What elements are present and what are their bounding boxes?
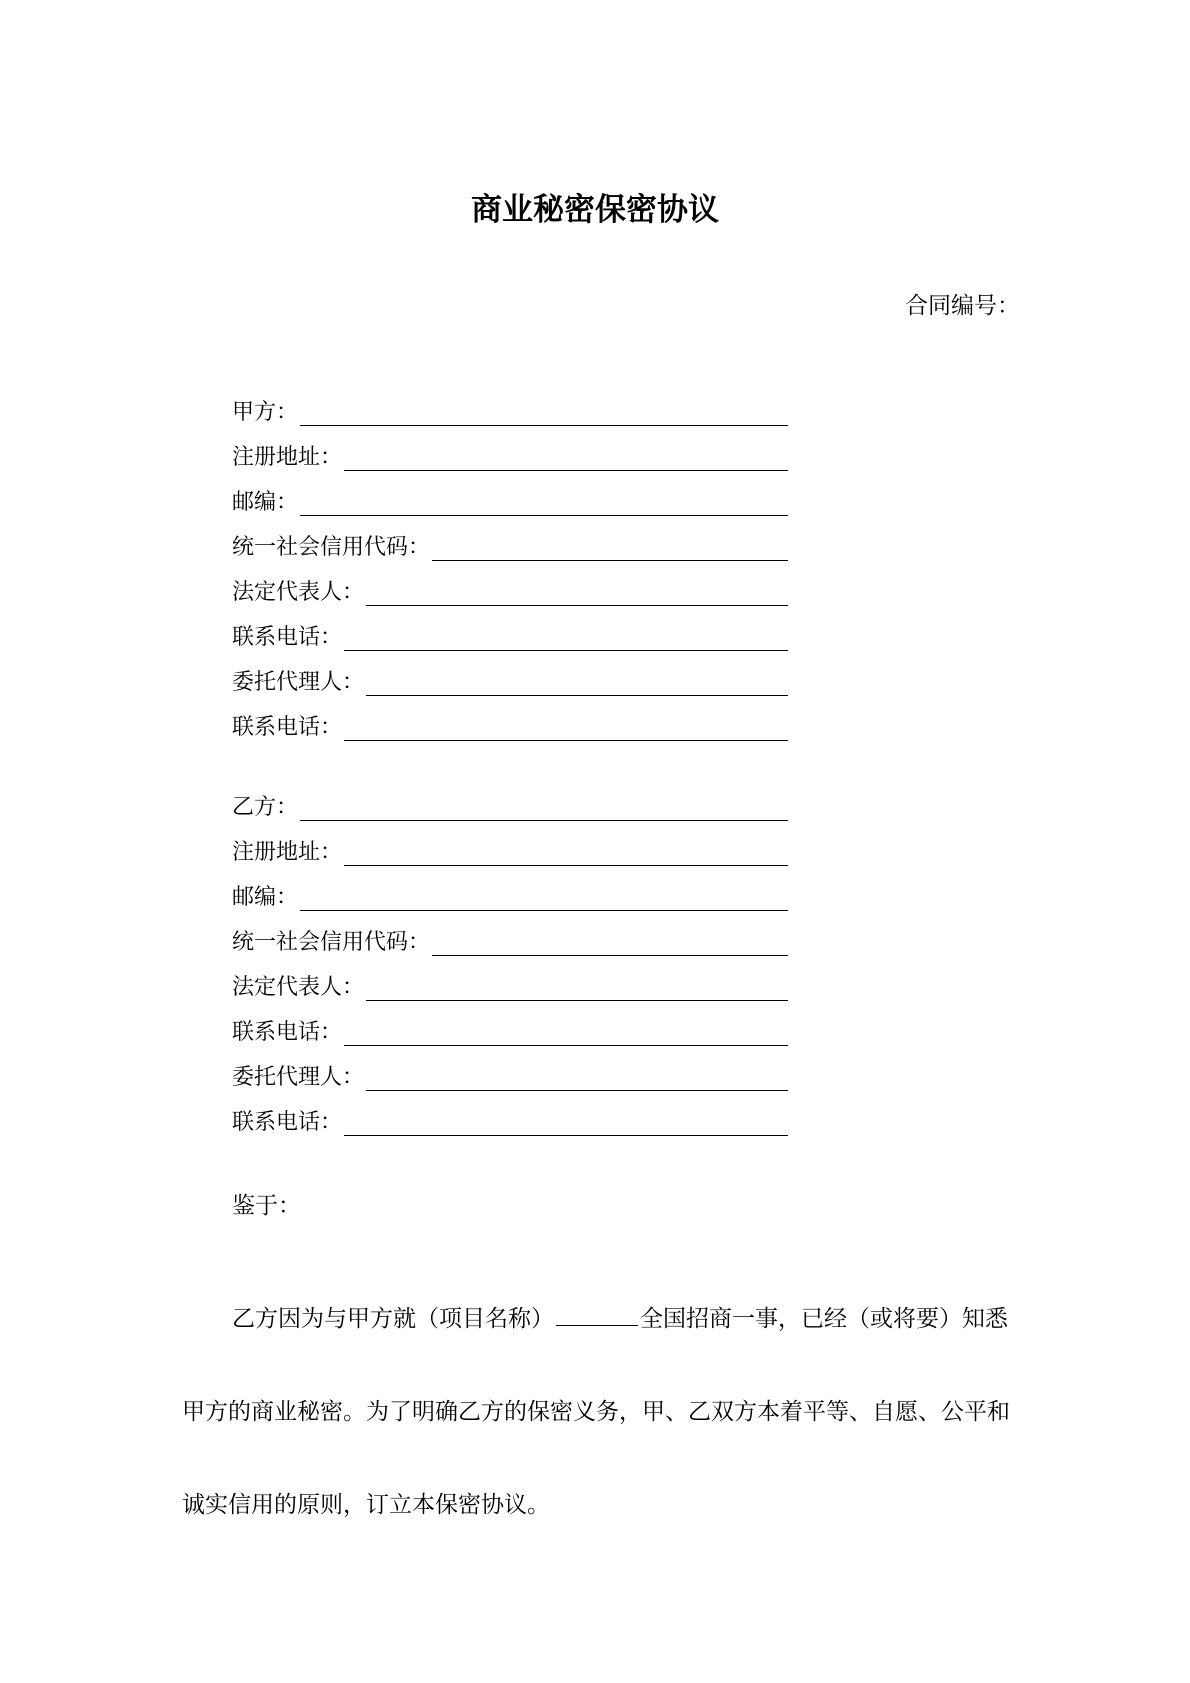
preamble-text-start: 乙方因为与甲方就（项目名称） [232, 1306, 554, 1332]
contract-number-label: 合同编号： [905, 293, 1020, 319]
party-b-agent-phone-row [232, 1097, 788, 1142]
field-label: 甲方： [232, 400, 299, 425]
party-b-postcode-blank[interactable] [300, 882, 788, 911]
party-a-legal-rep-blank[interactable] [366, 577, 788, 606]
field-label: 统一社会信用代码： [232, 535, 431, 560]
party-a-phone-blank[interactable] [344, 622, 788, 651]
party-b-legal-rep-blank[interactable] [366, 972, 788, 1001]
party-a-legal-rep-row [232, 567, 788, 612]
field-label: 联系电话： [232, 715, 343, 740]
field-label: 统一社会信用代码： [232, 930, 431, 955]
party-b-agent-blank[interactable] [366, 1062, 788, 1091]
party-a-section [232, 387, 788, 747]
party-b-phone-row [232, 1007, 788, 1052]
field-label: 注册地址： [232, 445, 343, 470]
party-a-agent-phone-row [232, 702, 788, 747]
party-b-legal-rep-row [232, 962, 788, 1007]
field-label: 联系电话： [232, 1110, 343, 1135]
preamble-text-rest: 全国招商一事，已经（或将要）知悉甲方的商业秘密。为了明确乙方的保密义务，甲、乙双方本着平等、自愿、公平和诚实信用的原则，订立本保密协议。 [182, 1306, 1010, 1518]
whereas-heading: 鉴于： [232, 1193, 301, 1219]
party-a-name-blank[interactable] [300, 397, 788, 426]
document-title: 商业秘密保密协议 [471, 192, 719, 228]
field-label: 法定代表人： [232, 580, 365, 605]
party-b-address-row [232, 827, 788, 872]
field-label: 联系电话： [232, 1020, 343, 1045]
party-a-address-row [232, 432, 788, 477]
party-a-postcode-row [232, 477, 788, 522]
field-label: 法定代表人： [232, 975, 365, 1000]
party-a-credit-code-row [232, 522, 788, 567]
party-a-agent-blank[interactable] [366, 667, 788, 696]
field-label: 邮编： [232, 490, 299, 515]
party-a-agent-phone-blank[interactable] [344, 712, 788, 741]
party-a-postcode-blank[interactable] [300, 487, 788, 516]
field-label: 委托代理人： [232, 670, 365, 695]
party-b-credit-code-row [232, 917, 788, 962]
party-a-credit-code-blank[interactable] [432, 532, 788, 561]
field-label: 注册地址： [232, 840, 343, 865]
party-a-name-row [232, 387, 788, 432]
party-b-address-blank[interactable] [344, 837, 788, 866]
party-b-agent-row [232, 1052, 788, 1097]
party-a-agent-row [232, 657, 788, 702]
party-a-phone-row [232, 612, 788, 657]
party-b-name-blank[interactable] [300, 792, 788, 821]
field-label: 邮编： [232, 885, 299, 910]
party-b-agent-phone-blank[interactable] [344, 1107, 788, 1136]
party-b-credit-code-blank[interactable] [432, 927, 788, 956]
party-b-phone-blank[interactable] [344, 1017, 788, 1046]
party-b-name-row [232, 782, 788, 827]
party-a-address-blank[interactable] [344, 442, 788, 471]
field-label: 联系电话： [232, 625, 343, 650]
project-name-blank[interactable] [556, 1301, 638, 1326]
field-label: 委托代理人： [232, 1065, 365, 1090]
party-b-postcode-row [232, 872, 788, 917]
party-b-section [232, 782, 788, 1142]
preamble-paragraph [182, 1273, 1022, 1552]
field-label: 乙方： [232, 795, 299, 820]
